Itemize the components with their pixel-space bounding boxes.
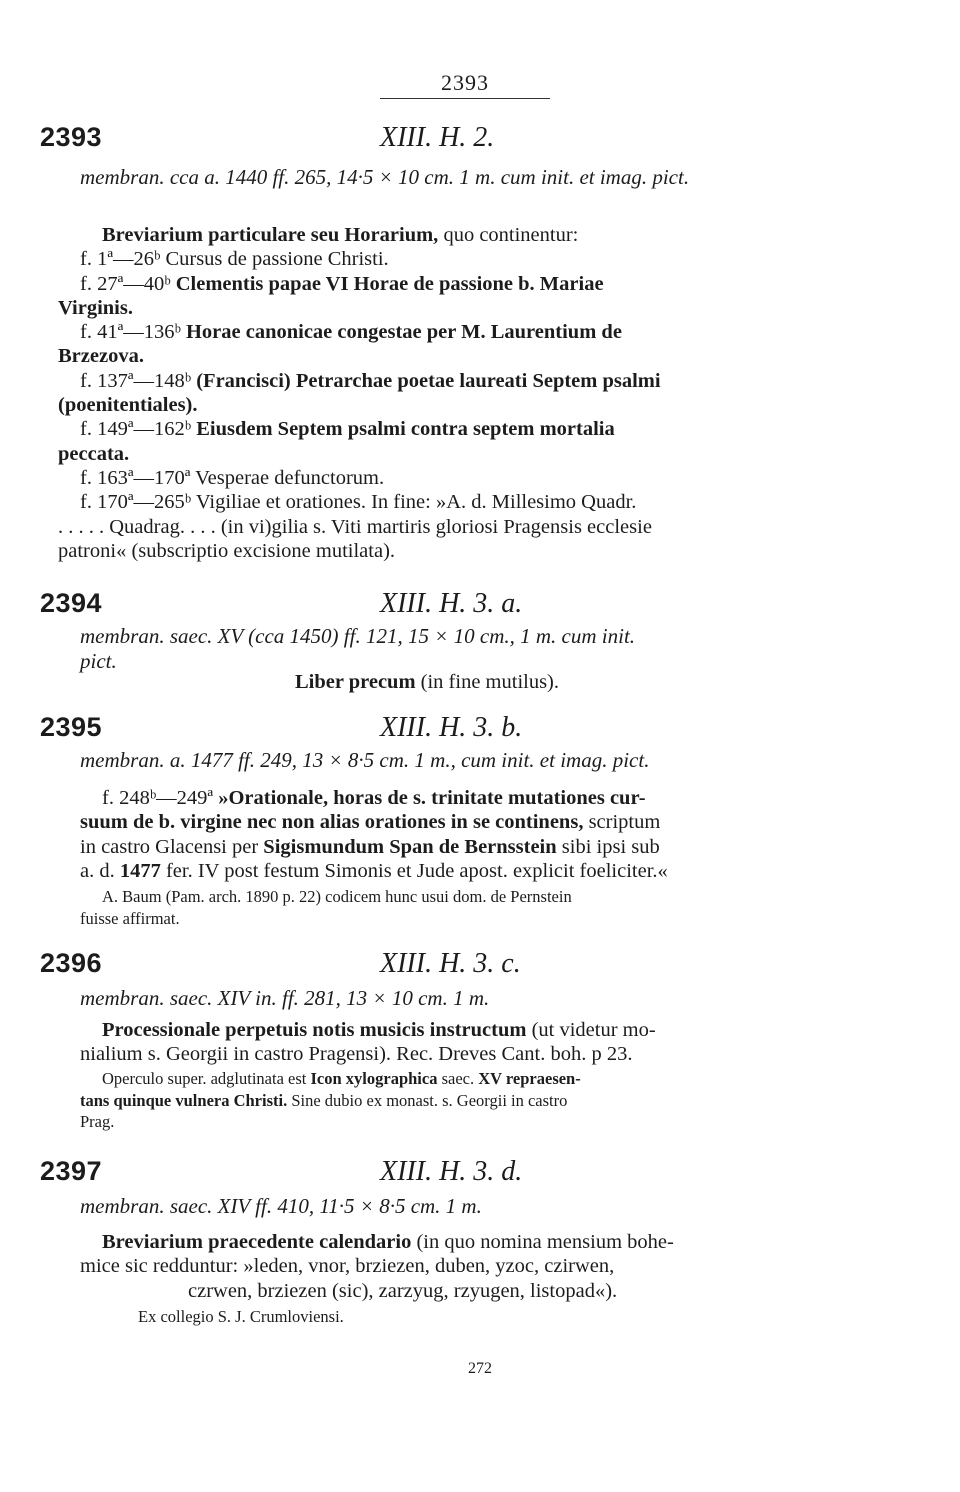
note-line: Prag. (80, 1112, 115, 1131)
shelfmark: XIII. H. 3. b. (380, 712, 523, 743)
contents-line: Breviarium particulare seu Horarium, quo continentur: (102, 224, 579, 246)
contents-line: Liber precum (in fine mutilus). (295, 671, 560, 693)
note-line: Ex collegio S. J. Crumloviensi. (138, 1307, 344, 1326)
contents-line: f. 163ª—170ª Vesperae defunctorum. (80, 466, 385, 489)
contents-line: peccata. (58, 442, 130, 465)
contents-line: Virginis. (58, 296, 133, 319)
contents-line: f. 170ª—265ᵇ Vigiliae et orationes. In fine: »A. d. Millesimo Quadr. (80, 491, 637, 514)
shelfmark: XIII. H. 3. d. (380, 1156, 523, 1187)
contents (80, 1230, 850, 1303)
contents-line: Processionale perpetuis notis musicis instructum (ut videtur mo- (102, 1019, 656, 1041)
note-line: fuisse affirmat. (80, 908, 180, 928)
contents-line: Breviarium praecedente calendario (in quo nomina mensium bohe- (102, 1231, 674, 1253)
contents-line: f. 149ª—162ᵇ Eiusdem Septem psalmi contra septem mortalia (80, 418, 615, 441)
physical-description: membran. saec. XIV ff. 410, 11·5 × 8·5 cm. 1 m. (80, 1194, 482, 1218)
contents-line: suum de b. virgine nec non alias orationes in se continens, scriptum (80, 811, 661, 834)
contents-line: f. 248ᵇ—249ª »Orationale, horas de s. trinitate mutationes cur- (102, 787, 646, 809)
contents-line: f. 41ª—136ᵇ Horae canonicae congestae per M. Laurentium de (80, 321, 622, 344)
note (80, 1068, 850, 1133)
note-line: tans quinque vulnera Christi. Sine dubio ex monast. s. Georgii in castro (80, 1090, 568, 1110)
entry-number: 2395 (40, 712, 103, 742)
contents (295, 670, 855, 694)
contents (58, 223, 850, 563)
contents (80, 1018, 850, 1067)
contents-line: Brzezova. (58, 345, 144, 368)
note (80, 1306, 850, 1328)
contents-line: patroni« (subscriptio excisione mutilata). (58, 539, 396, 562)
physical-description-cont: pict. (80, 649, 117, 673)
physical-description: membran. saec. XIV in. ff. 281, 13 × 10 cm. 1 m. (80, 986, 490, 1010)
shelfmark: XIII. H. 3. a. (380, 588, 523, 619)
contents-line: . . . . . Quadrag. . . . (in vi)gilia s. Viti martiris gloriosi Pragensis ecclesie (58, 515, 652, 538)
note-line: Operculo super. adglutinata est Icon xylographica saec. XV repraesen- (102, 1069, 581, 1088)
note (80, 886, 850, 929)
physical-description: membran. a. 1477 ff. 249, 13 × 8·5 cm. 1 m., cum init. et imag. pict. (80, 748, 650, 772)
contents (80, 786, 850, 883)
entry-number: 2397 (40, 1156, 103, 1186)
contents-line: nialium s. Georgii in castro Pragensi). Rec. Dreves Cant. boh. p 23. (80, 1043, 633, 1066)
physical-description: membran. cca a. 1440 ff. 265, 14·5 × 10 cm. 1 m. cum init. et imag. pict. (80, 165, 690, 189)
contents-line: czrwen, brziezen (sic), zarzyug, rzyugen, listopad«). (188, 1279, 618, 1302)
note-line: A. Baum (Pam. arch. 1890 p. 22) codicem hunc usui dom. de Pernstein (102, 887, 572, 906)
contents-line: a. d. 1477 fer. IV post festum Simonis et Jude apost. explicit foeliciter.« (80, 859, 668, 882)
page-number: 272 (468, 1360, 492, 1377)
contents-line: f. 137ª—148ᵇ (Francisci) Petrarchae poetae laureati Septem psalmi (80, 369, 661, 392)
contents-line: mice sic redduntur: »leden, vnor, brziezen, duben, yzoc, czirwen, (80, 1255, 615, 1278)
entry-number: 2394 (40, 588, 103, 618)
contents-line: in castro Glacensi per Sigismundum Span de Bernsstein sibi ipsi sub (80, 835, 660, 858)
physical-description: membran. saec. XV (cca 1450) ff. 121, 15 × 10 cm., 1 m. cum init. (80, 624, 636, 648)
entry-number: 2396 (40, 948, 103, 978)
contents-line: f. 27ª—40ᵇ Clementis papae VI Horae de passione b. Mariae (80, 272, 604, 295)
contents-line: (poenitentiales). (58, 394, 198, 417)
shelfmark: XIII. H. 3. c. (380, 948, 521, 979)
contents-line: f. 1ª—26ᵇ Cursus de passione Christi. (80, 248, 389, 271)
header-rule (380, 98, 550, 99)
entry-number: 2393 (40, 122, 103, 152)
shelfmark: XIII. H. 2. (380, 122, 495, 153)
running-head: 2393 (441, 70, 489, 95)
